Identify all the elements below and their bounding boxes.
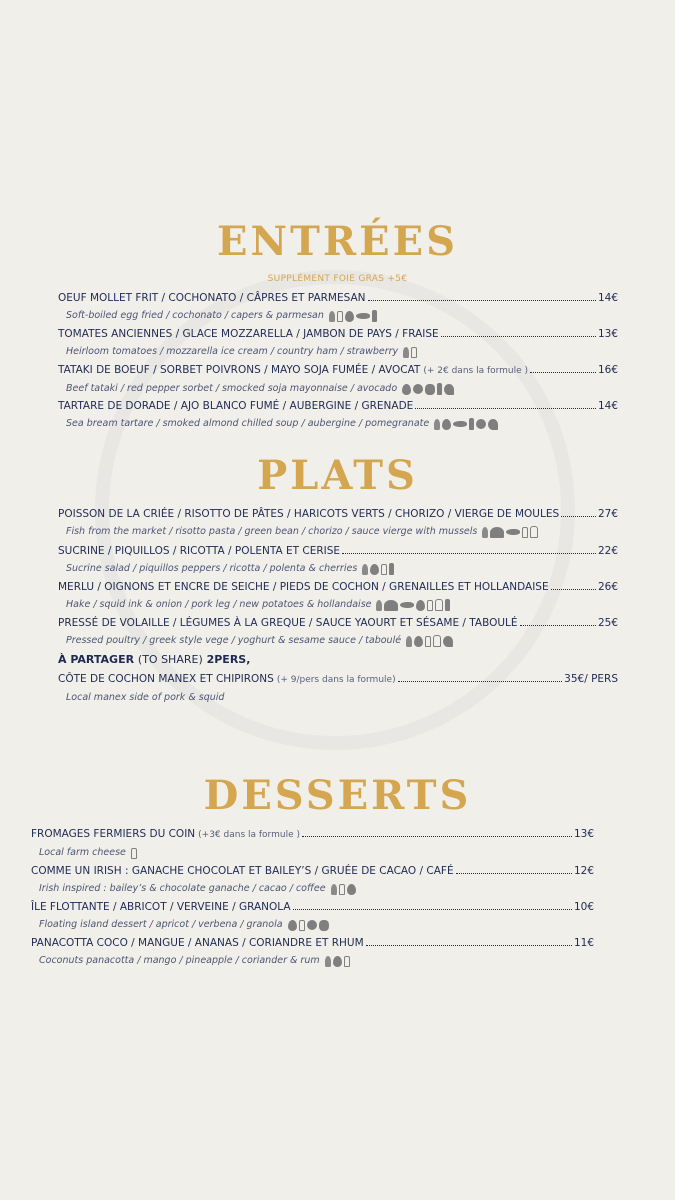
milk-icon	[131, 848, 137, 859]
crustacean-icon	[433, 635, 441, 647]
allergen-icons	[288, 920, 331, 931]
foie-gras-supplement: SUPPLÉMENT FOIE GRAS +5€	[267, 274, 408, 284]
allergen-icons	[406, 635, 455, 647]
menu-item	[58, 327, 618, 359]
item-description: Heirloom tomatoes / mozzarella ice cream / country ham / strawberry	[66, 346, 399, 357]
menu-item	[31, 864, 594, 896]
item-name: ÎLE FLOTTANTE / ABRICOT / VERVEINE / GRANOLA	[31, 901, 291, 913]
item-price: 13€	[597, 328, 618, 340]
shell-icon	[490, 527, 504, 538]
item-name: TATAKI DE BOEUF / SORBET POIVRONS / MAYO SOJA FUMÉE / AVOCAT	[58, 364, 421, 376]
allergen-icons	[329, 310, 379, 322]
item-note: (+ 9/pers dans la formule)	[276, 675, 396, 685]
share-label-en: (TO SHARE)	[137, 653, 203, 666]
wheat-icon	[329, 311, 335, 322]
milk-icon	[381, 564, 387, 575]
allergen-icons	[331, 884, 358, 895]
item-price: 12€	[573, 865, 594, 877]
allergen-icons	[376, 599, 452, 611]
nut-icon	[307, 920, 317, 930]
item-name: MERLU / OIGNONS ET ENCRE DE SEICHE / PIEDS DE COCHON / GRENAILLES ET HOLLANDAISE	[58, 581, 549, 593]
fish-icon	[453, 421, 467, 427]
bottle-icon	[445, 599, 450, 611]
item-name: PRESSÉ DE VOLAILLE / LÉGUMES À LA GREQUE / SAUCE YAOURT ET SÉSAME / TABOULÉ	[58, 617, 518, 629]
fish-icon	[400, 602, 414, 608]
leader-dots	[441, 327, 596, 337]
plats-title: PLATS	[257, 452, 418, 499]
wheat-icon	[406, 636, 412, 647]
egg-icon	[402, 384, 411, 395]
share-heading	[58, 653, 250, 667]
milk-icon	[411, 347, 417, 358]
leader-dots	[530, 363, 596, 373]
crustacean-icon	[530, 526, 538, 538]
item-price: 22€	[597, 545, 618, 557]
seeds-icon	[443, 636, 453, 647]
item-price: 11€	[573, 937, 594, 949]
leader-dots	[456, 864, 572, 874]
item-note: (+3€ dans la formule )	[198, 830, 300, 840]
item-description: Coconuts panacotta / mango / pineapple / coriander & rum	[39, 955, 320, 966]
leader-dots	[415, 399, 596, 409]
item-name: SUCRINE / PIQUILLOS / RICOTTA / POLENTA ET CERISE	[58, 545, 341, 557]
allergen-icons	[434, 418, 500, 430]
item-description: Soft-boiled egg fried / cochonato / capers & parmesan	[66, 310, 324, 321]
item-name: TOMATES ANCIENNES / GLACE MOZZARELLA / JAMBON DE PAYS / FRAISE	[58, 328, 439, 340]
wheat-icon	[403, 347, 409, 358]
item-name: CÔTE DE COCHON MANEX ET CHIPIRONS	[58, 673, 274, 685]
leader-dots	[368, 291, 596, 301]
item-note: (+ 2€ dans la formule )	[423, 366, 529, 376]
egg-icon	[347, 884, 356, 895]
wheat-icon	[434, 419, 440, 430]
item-price: 35€/ PERS	[564, 673, 618, 685]
bottle-icon	[372, 310, 377, 322]
menu-item	[31, 900, 594, 932]
allergen-icons	[131, 848, 139, 859]
leader-dots	[398, 672, 563, 682]
seeds-icon	[488, 419, 498, 430]
entrees-title: ENTRÉES	[217, 218, 458, 265]
item-name: POISSON DE LA CRIÉE / RISOTTO DE PÂTES / HARICOTS VERTS / CHORIZO / VIERGE DE MOULES	[58, 508, 560, 520]
item-price: 16€	[597, 364, 618, 376]
item-price: 27€	[597, 508, 618, 520]
seeds-icon	[444, 384, 454, 395]
item-price: 26€	[597, 581, 618, 593]
wheat-icon	[376, 600, 382, 611]
menu-item	[58, 399, 618, 431]
nut-icon	[413, 384, 423, 394]
fish-icon	[356, 313, 370, 319]
peanut-icon	[319, 920, 329, 931]
crustacean-icon	[435, 599, 443, 611]
item-price: 25€	[597, 617, 618, 629]
fish-icon	[506, 529, 520, 535]
allergen-icons	[403, 347, 419, 358]
menu-item	[58, 544, 618, 576]
milk-icon	[425, 636, 431, 647]
milk-icon	[344, 956, 350, 967]
item-description: Local farm cheese	[39, 847, 126, 858]
item-name: FROMAGES FERMIERS DU COIN	[31, 828, 196, 840]
egg-icon	[333, 956, 342, 967]
leader-dots	[551, 580, 596, 590]
item-description: Fish from the market / risotto pasta / green bean / chorizo / sauce vierge with mussels	[66, 526, 478, 537]
menu-item	[58, 616, 618, 648]
allergen-icons	[482, 526, 540, 538]
bottle-icon	[469, 418, 474, 430]
menu-item	[58, 291, 618, 323]
milk-icon	[339, 884, 345, 895]
egg-icon	[414, 636, 423, 647]
peanut-icon	[425, 384, 435, 395]
leader-dots	[302, 827, 572, 837]
item-description: Beef tataki / red pepper sorbet / smocked soja mayonnaise / avocado	[66, 383, 398, 394]
wheat-icon	[362, 564, 368, 575]
share-pers: 2PERS,	[206, 653, 251, 666]
egg-icon	[416, 600, 425, 611]
leader-dots	[293, 900, 572, 910]
leader-dots	[366, 936, 572, 946]
bottle-icon	[437, 383, 442, 395]
item-name: COMME UN IRISH : GANACHE CHOCOLAT ET BAILEY’S / GRUÉE DE CACAO / CAFÉ	[31, 865, 454, 877]
leader-dots	[520, 616, 596, 626]
milk-icon	[337, 311, 343, 322]
item-description: Sea bream tartare / smoked almond chilled soup / aubergine / pomegranate	[66, 418, 430, 429]
milk-icon	[427, 600, 433, 611]
wheat-icon	[325, 956, 331, 967]
shell-icon	[384, 600, 398, 611]
allergen-icons	[362, 563, 396, 575]
menu-item	[58, 363, 618, 396]
menu-item	[31, 936, 594, 968]
egg-icon	[345, 311, 354, 322]
menu-item	[58, 580, 618, 612]
item-name: TARTARE DE DORADE / AJO BLANCO FUMÉ / AUBERGINE / GRENADE	[58, 400, 414, 412]
menu-item	[58, 507, 618, 539]
item-description: Hake / squid ink & onion / pork leg / new potatoes & hollandaise	[66, 599, 372, 610]
item-description: Floating island dessert / apricot / verbena / granola	[39, 919, 283, 930]
share-label: À PARTAGER	[58, 653, 135, 666]
wheat-icon	[331, 884, 337, 895]
menu-item-share	[58, 672, 618, 705]
item-price: 10€	[573, 901, 594, 913]
desserts-title: DESSERTS	[203, 772, 472, 819]
item-name: OEUF MOLLET FRIT / COCHONATO / CÂPRES ET PARMESAN	[58, 292, 366, 304]
allergen-icons	[325, 956, 352, 967]
wheat-icon	[482, 527, 488, 538]
leader-dots	[342, 544, 596, 554]
menu-item	[31, 827, 594, 860]
item-description: Irish inspired : bailey’s & chocolate ganache / cacao / coffee	[39, 883, 326, 894]
item-price: 14€	[597, 400, 618, 412]
bottle-icon	[389, 563, 394, 575]
egg-icon	[288, 920, 297, 931]
milk-icon	[299, 920, 305, 931]
nut-icon	[476, 419, 486, 429]
leader-dots	[561, 507, 596, 517]
item-name: PANACOTTA COCO / MANGUE / ANANAS / CORIANDRE ET RHUM	[31, 937, 364, 949]
egg-icon	[370, 564, 379, 575]
milk-icon	[522, 527, 528, 538]
item-description: Local manex side of pork & squid	[66, 692, 225, 703]
item-description: Sucrine salad / piquillos peppers / ricotta / polenta & cherries	[66, 563, 358, 574]
item-price: 13€	[573, 828, 594, 840]
item-price: 14€	[597, 292, 618, 304]
item-description: Pressed poultry / greek style vege / yoghurt & sesame sauce / taboulé	[66, 635, 402, 646]
egg-icon	[442, 419, 451, 430]
allergen-icons	[402, 383, 456, 395]
